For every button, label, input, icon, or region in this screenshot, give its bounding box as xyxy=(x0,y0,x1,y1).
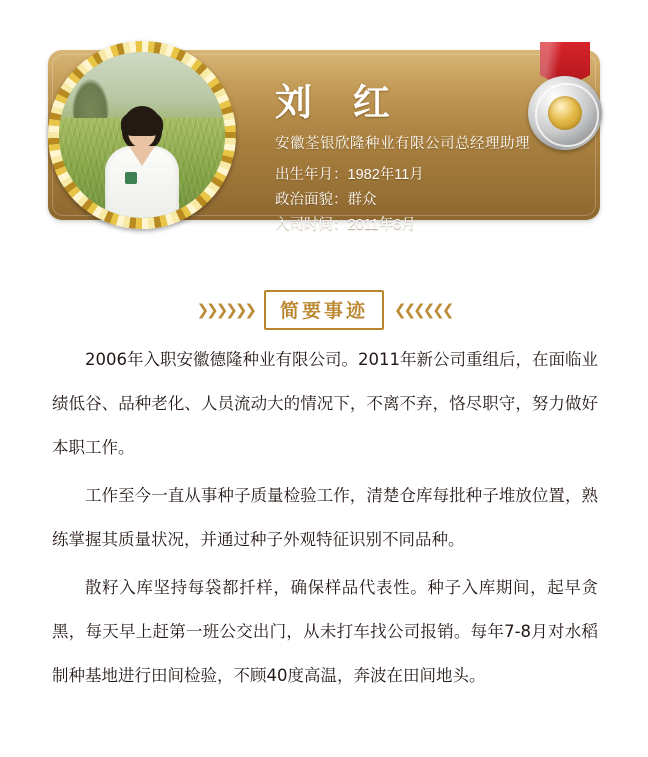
arrows-left-icon xyxy=(197,301,254,319)
person-name: 刘 红 xyxy=(275,81,404,124)
arrows-left-glyph: ❯❯❯❯❯❯ xyxy=(196,301,254,319)
arrows-right-glyph: ❮❮❮❮❮❮ xyxy=(394,301,452,319)
person-meta xyxy=(275,163,424,238)
profile-header xyxy=(0,0,648,268)
paragraph: 2006年入职安徽德隆种业有限公司。2011年新公司重组后，在面临业绩低谷、品种老化、人员流动大的情况下，不离不弃，恪尽职守，努力做好本职工作。 xyxy=(52,350,598,457)
photo-person-fringe xyxy=(121,110,163,136)
section-header xyxy=(0,288,648,332)
body-text xyxy=(52,338,598,702)
meta-join-date: 入司时间：2011年6月 xyxy=(275,217,416,233)
meta-birth: 出生年月：1982年11月 xyxy=(275,167,424,183)
section-title: 简要事迹 xyxy=(279,301,368,322)
arrows-right-icon xyxy=(394,301,451,319)
avatar xyxy=(48,41,236,229)
section-title-box xyxy=(264,290,384,330)
paragraph: 工作至今一直从事种子质量检验工作，清楚仓库每批种子堆放位置，熟练掌握其质量状况，并通过种子外观特征识别不同品种。 xyxy=(52,486,598,549)
paragraph: 散籽入库坚持每袋都扦样，确保样品代表性。种子入库期间，起早贪黑，每天早上赶第一班公交出门，从未打车找公司报销。每年7-8月对水稻制种基地进行田间检验，不顾40度高温，奔波在田间地头。 xyxy=(52,578,598,685)
meta-political-status: 政治面貌：群众 xyxy=(275,192,377,208)
medal-disc-icon xyxy=(528,76,602,150)
photo-person-badge xyxy=(125,172,137,184)
medal-core-icon xyxy=(548,96,582,130)
person-title: 安徽荃银欣隆种业有限公司总经理助理 xyxy=(275,136,530,152)
avatar-photo xyxy=(59,52,225,218)
photo-person xyxy=(99,106,185,218)
medal-icon xyxy=(528,42,602,182)
